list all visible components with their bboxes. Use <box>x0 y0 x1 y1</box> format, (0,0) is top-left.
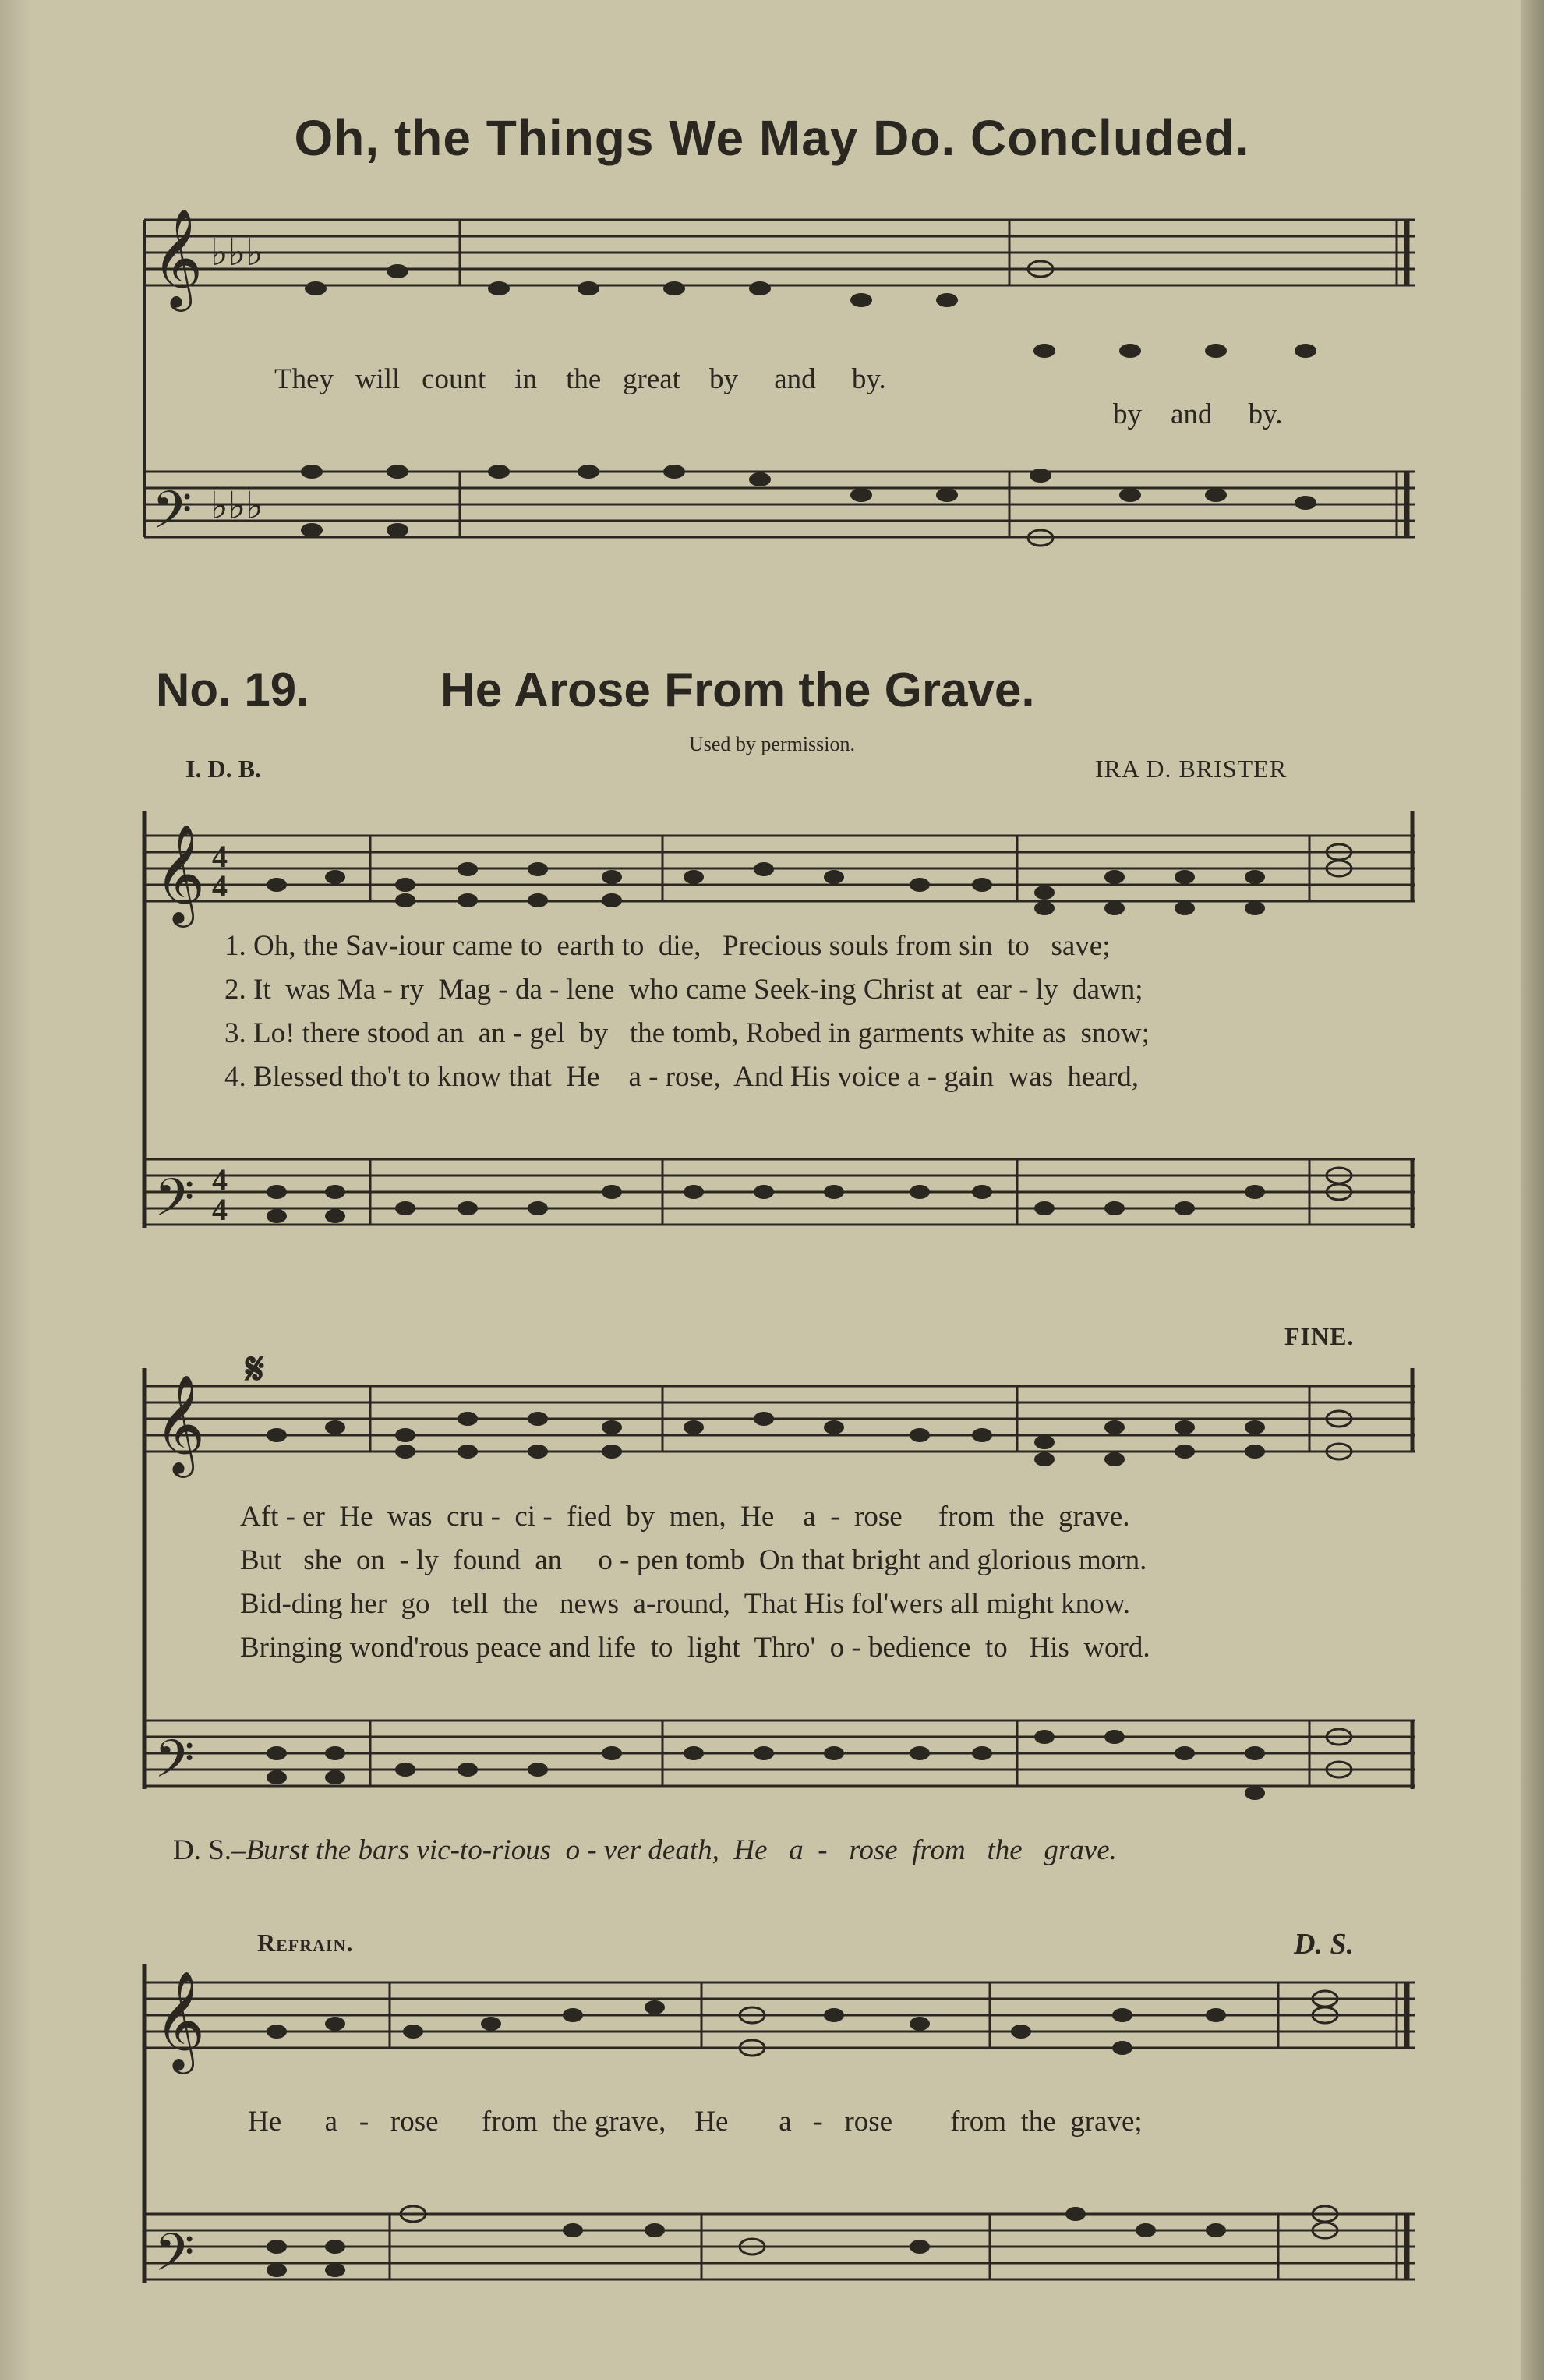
svg-text:𝄞: 𝄞 <box>152 207 203 307</box>
fine-mark: FINE. <box>1284 1322 1355 1350</box>
svg-text:𝄢: 𝄢 <box>154 1729 195 1802</box>
verse-line-3b: Bid-ding her go tell the news a-round, That His fol'wers all might know. <box>240 1588 1131 1620</box>
ds-mark: D. S. <box>1294 1928 1355 1961</box>
hymn-title: He Arose From the Grave. <box>440 663 1035 717</box>
refrain-label: Refrain. <box>257 1929 354 1957</box>
concluded-title: Oh, the Things We May Do. Concluded. <box>294 110 1250 166</box>
concluded-lyric-line: They will count in the great by and by. <box>274 363 886 395</box>
refrain-lyric-line: He a - rose from the grave, He a - rose from the grave; <box>248 2106 1143 2138</box>
svg-text:4: 4 <box>212 1162 228 1197</box>
svg-text:𝄞: 𝄞 <box>154 823 206 923</box>
verse-line-3a: 3. Lo! there stood an an - gel by the tomb, Robed in garments white as snow; <box>224 1017 1150 1049</box>
author-initials: I. D. B. <box>185 755 261 783</box>
ds-text: Burst the bars vic-to-rious o - ver death, He a - rose from the grave. <box>246 1834 1117 1866</box>
verse-line-4a: 4. Blessed tho't to know that He a - rose, And His voice a - gain was heard, <box>224 1061 1139 1093</box>
verse-line-1a: 1. Oh, the Sav-iour came to earth to die, Precious souls from sin to save; <box>224 930 1111 962</box>
hymn-number: No. 19. <box>156 663 309 716</box>
permission-note: Used by permission. <box>688 733 856 755</box>
verse-line-2b: But she on - ly found an o - pen tomb On that bright and glorious morn. <box>240 1544 1147 1576</box>
svg-text:4: 4 <box>212 839 228 874</box>
svg-text:𝄢: 𝄢 <box>152 480 193 553</box>
svg-text:4: 4 <box>212 868 228 904</box>
svg-text:𝄞: 𝄞 <box>154 1374 206 1473</box>
svg-text:𝄞: 𝄞 <box>154 1970 206 2070</box>
svg-text:𝄢: 𝄢 <box>154 2223 195 2295</box>
svg-text:♭♭♭: ♭♭♭ <box>210 484 263 528</box>
composer-name: IRA D. BRISTER <box>1095 755 1288 783</box>
verse-line-4b: Bringing wond'rous peace and life to light Thro' o - bedience to His word. <box>240 1632 1150 1664</box>
verse-line-1b: Aft - er He was cru - ci - fied by men, He a - rose from the grave. <box>240 1501 1130 1533</box>
verse-line-2a: 2. It was Ma - ry Mag - da - lene who came Seek-ing Christ at ear - ly dawn; <box>224 974 1143 1006</box>
svg-text:𝄢: 𝄢 <box>154 1168 195 1240</box>
svg-text:𝄋: 𝄋 <box>246 1343 265 1395</box>
concluded-lyric-echo: by and by. <box>1113 398 1283 430</box>
svg-text:♭♭♭: ♭♭♭ <box>210 231 263 274</box>
svg-text:4: 4 <box>212 1192 228 1227</box>
ds-prefix: D. S.– <box>173 1834 246 1866</box>
